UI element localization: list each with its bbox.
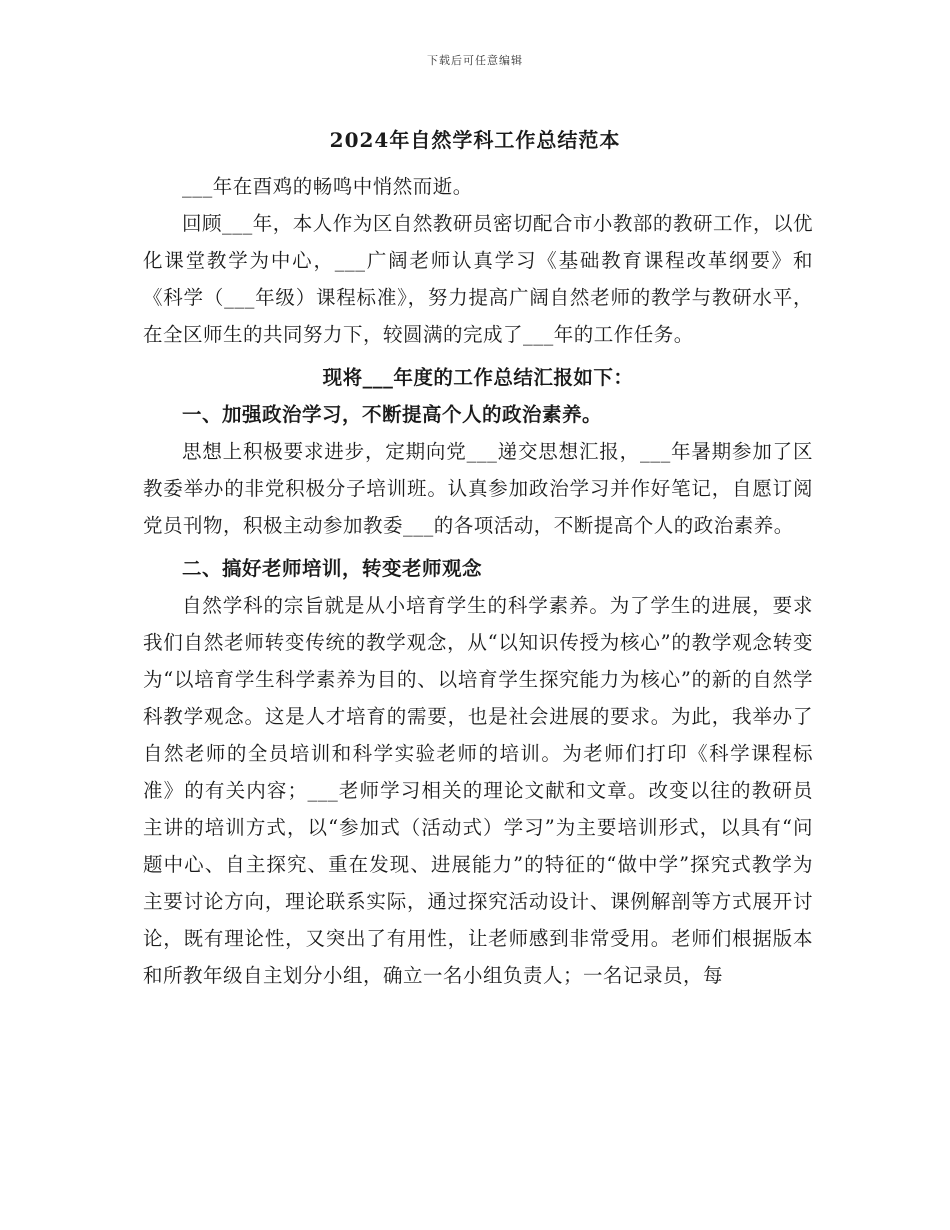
paragraph-review: 回顾___年，本人作为区自然教研员密切配合市小教部的教研工作，以优化课堂教学为中心，___广阔老师认真学习《基础教育课程改革纲要》和《科学（___年级）课程标准》，努力提高广阔自然老师的教学与教研水平，在全区师生的共同努力下，较圆满的完成了___年的工作任务。 (143, 212, 813, 346)
paragraph-intro: ___年在酉鸡的畅鸣中悄然而逝。 (182, 175, 473, 198)
section-heading-1: 一、加强政治学习，不断提高个人的政治素养。 (182, 403, 603, 426)
document-body (143, 168, 813, 994)
section-heading-2: 二、搞好老师培训，转变老师观念 (182, 557, 483, 580)
paragraph-political-study: 思想上积极要求进步，定期向党___递交思想汇报，___年暑期参加了区教委举办的非党积极分子培训班。认真参加政治学习并作好笔记，自愿订阅党员刊物，积极主动参加教委___的各项活动，不断提高个人的政治素养。 (143, 440, 813, 537)
summary-intro-line: 现将___年度的工作总结汇报如下： (322, 366, 634, 389)
document-title: 2024年自然学科工作总结范本 (329, 128, 621, 152)
header-note: 下载后可任意编辑 (427, 54, 523, 67)
paragraph-teacher-training: 自然学科的宗旨就是从小培育学生的科学素养。为了学生的进展，要求我们自然老师转变传统的教学观念，从“以知识传授为核心”的教学观念转变为“以培育学生科学素养为目的、以培育学生探究能力为核心”的新的自然学科教学观念。这是人才培育的需要，也是社会进展的要求。为此，我举办了自然老师的全员培训和科学实验老师的培训。为老师们打印《科学课程标准》的有关内容；___老师学习相关的理论文献和文章。改变以往的教研员主讲的培训方式，以“参加式（活动式）学习”为主要培训形式，以具有“问题中心、自主探究、重在发现、进展能力”的特征的“做中学”探究式教学为主要讨论方向，理论联系实际，通过探究活动设计、课例解剖等方式展开讨论，既有理论性，又突出了有用性，让老师感到非常受用。老师们根据版本和所教年级自主划分小组，确立一名小组负责人；一名记录员，每 (143, 594, 813, 987)
